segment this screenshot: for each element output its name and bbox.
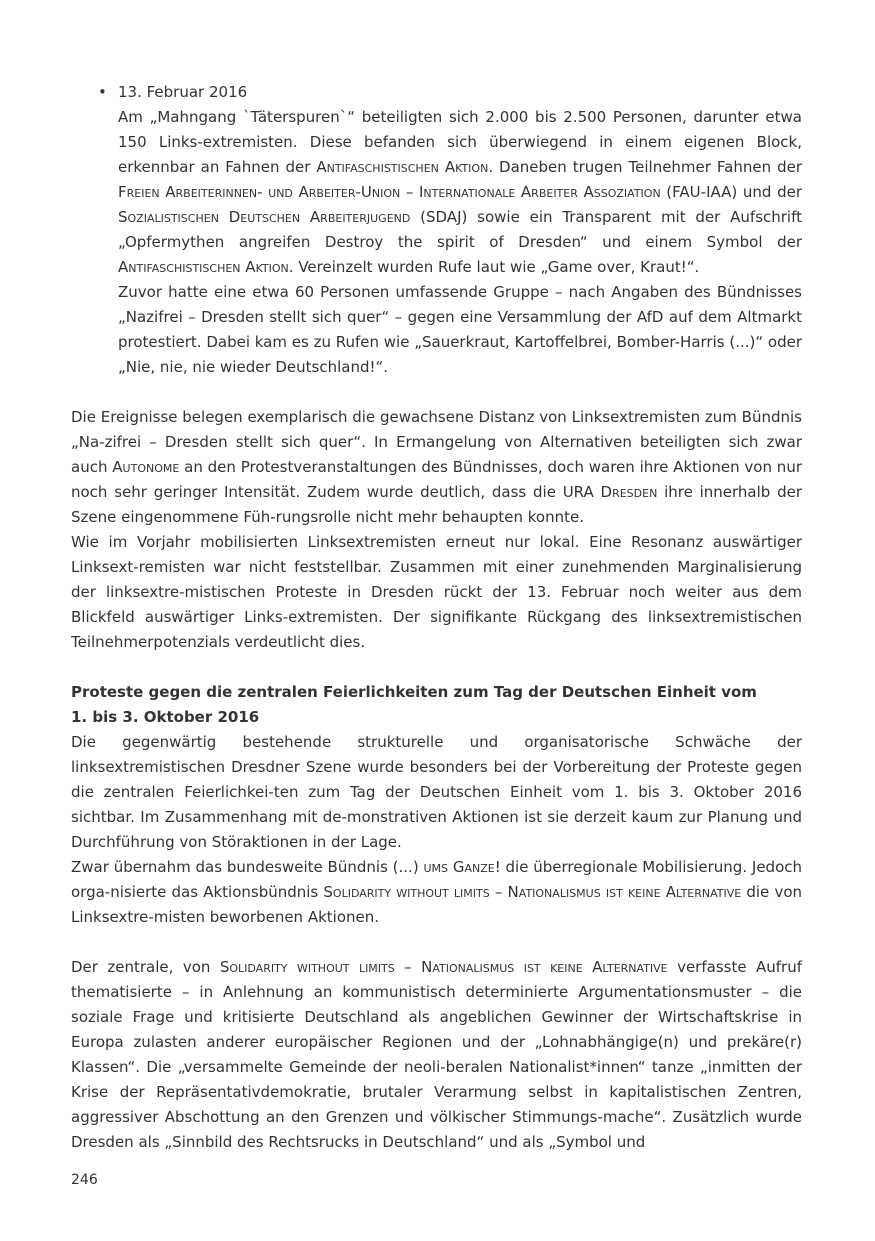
page-body bbox=[71, 80, 802, 1155]
org-name: Autonome bbox=[112, 458, 180, 476]
text-run: . Vereinzelt wurden Rufe laut wie „Game over, Kraut!“. bbox=[288, 258, 700, 276]
org-name: Antifaschistischen Aktion bbox=[316, 158, 489, 176]
heading-line-2: 1. bis 3. Oktober 2016 bbox=[71, 708, 260, 726]
org-name: Sozialistischen Deutschen Arbeiterjugend bbox=[118, 208, 411, 226]
spacer bbox=[71, 380, 802, 405]
text-run: ! die überregionale Mobilisierung. Jedoch orga-nisierte das Aktionsbündnis bbox=[71, 858, 803, 901]
section2-heading bbox=[71, 680, 802, 730]
text-run: verfasste Aufruf thematisierte – in Anlehnung an kommunistisch determinierte Argumentationsmuster – die soziale Frage und kritisierte Deutschland als angeblichen Gewinner der Wirtschaftskrise in Europa zulasten anderer europäischer Regionen und der „Lohnabhängige(n) und prekäre(r) Klassen“. Die „versammelte Gemeinde der neoli-beralen Nationalist*innen“ tanze „inmitten der Krise der Repräsentativdemokratie, brutaler Verarmung selbst in kapitalistischen Zentren, aggressiver Abschottung an den Grenzen und völkischer Stimmungs-mache“. Zusätzlich wurde Dresden als „Sinnbild des Rechtsrucks in Deutschland“ und als „Symbol und bbox=[71, 958, 803, 1151]
org-name: Solidarity without limits – Nationalismus ist keine Alternative bbox=[219, 958, 668, 976]
text-run: (SDAJ) sowie ein Transparent mit der Aufschrift „Opfermythen angreifen Destroy the spirit of Dresden“ und einem Symbol der bbox=[118, 208, 802, 251]
bullet-marker: • bbox=[98, 83, 107, 101]
org-name: ums Ganze bbox=[423, 858, 495, 876]
spacer bbox=[71, 930, 802, 955]
org-name: Freien Arbeiterinnen- und Arbeiter-Union – Internationale Arbeiter Assoziation bbox=[118, 183, 661, 201]
text-run: Die Ereignisse belegen exemplarisch die gewachsene Distanz von Linksextremisten zum Bündnis „Na-zifrei – Dresden stellt sich quer“. In Ermangelung von Alternativen beteiligten sich zwar auch bbox=[71, 408, 802, 476]
org-name: Dresden bbox=[600, 483, 658, 501]
text-run: Zwar übernahm das bundesweite Bündnis (...) bbox=[71, 858, 424, 876]
page-number: 246 bbox=[71, 1172, 98, 1188]
section1-paragraph-1 bbox=[71, 405, 802, 530]
text-run: an den Protestveranstaltungen des Bündnisses, doch waren ihre Aktionen von nur noch sehr geringer Intensität. Zudem wurde deutlich, dass die URA bbox=[71, 458, 802, 501]
section2-paragraph-2 bbox=[71, 855, 802, 930]
text-run: die von Linksextre-misten beworbenen Aktionen. bbox=[71, 883, 803, 926]
org-name: Solidarity without limits – Nationalismus ist keine Alternative bbox=[323, 883, 742, 901]
text-run: (FAU-IAA) und der bbox=[660, 183, 802, 201]
text-run: ihre innerhalb der Szene eingenommene Füh-rungsrolle nicht mehr behaupten konnte. bbox=[71, 483, 802, 526]
text-run: . Daneben trugen Teilnehmer Fahnen der bbox=[488, 158, 802, 176]
text-run: Am „Mahngang `Täterspuren`“ beteiligten sich 2.000 bis 2.500 Personen, darunter etwa 150 Links-extremisten. Diese befanden sich überwiegend in einem eigenen Block, erkennbar an Fahnen der bbox=[118, 108, 802, 176]
section2-paragraph-3 bbox=[71, 955, 802, 1155]
bullet-date: 13. Februar 2016 bbox=[118, 83, 248, 101]
section1-paragraph-2: Wie im Vorjahr mobilisierten Linksextremisten erneut nur lokal. Eine Resonanz auswärtiger Linksext-remisten war nicht feststellbar. Zusammen mit einer zunehmenden Marginalisierung der linksextre-mistischen Proteste in Dresden rückt der 13. Februar noch weiter aus dem Blickfeld auswärtiger Links-extremisten. Der signifikante Rückgang des linksextremistischen Teilnehmerpotenzials verdeutlicht dies. bbox=[71, 533, 802, 651]
text-run: Der zentrale, von bbox=[71, 958, 220, 976]
bullet-paragraph-2: Zuvor hatte eine etwa 60 Personen umfassende Gruppe – nach Angaben des Bündnisses „Nazifrei – Dresden stellt sich quer“ – gegen eine Versammlung der AfD auf dem Altmarkt protestiert. Dabei kam es zu Rufen wie „Sauerkraut, Kartoffelbrei, Bomber-Harris (...)“ oder „Nie, nie, nie wieder Deutschland!“. bbox=[118, 283, 802, 376]
heading-line-1: Proteste gegen die zentralen Feierlichkeiten zum Tag der Deutschen Einheit vom bbox=[71, 683, 757, 701]
spacer bbox=[71, 655, 802, 680]
bullet-item-13-februar bbox=[71, 80, 802, 380]
org-name: Antifaschistischen Aktion bbox=[118, 258, 289, 276]
bullet-paragraph-1 bbox=[118, 105, 802, 280]
section2-paragraph-1: Die gegenwärtig bestehende strukturelle und organisatorische Schwäche der linksextremistischen Dresdner Szene wurde besonders bei der Vorbereitung der Proteste gegen die zentralen Feierlichkei-ten zum Tag der Deutschen Einheit vom 1. bis 3. Oktober 2016 sichtbar. Im Zusammenhang mit de-monstrativen Aktionen ist sie derzeit kaum zur Planung und Durchführung von Störaktionen in der Lage. bbox=[71, 733, 802, 851]
